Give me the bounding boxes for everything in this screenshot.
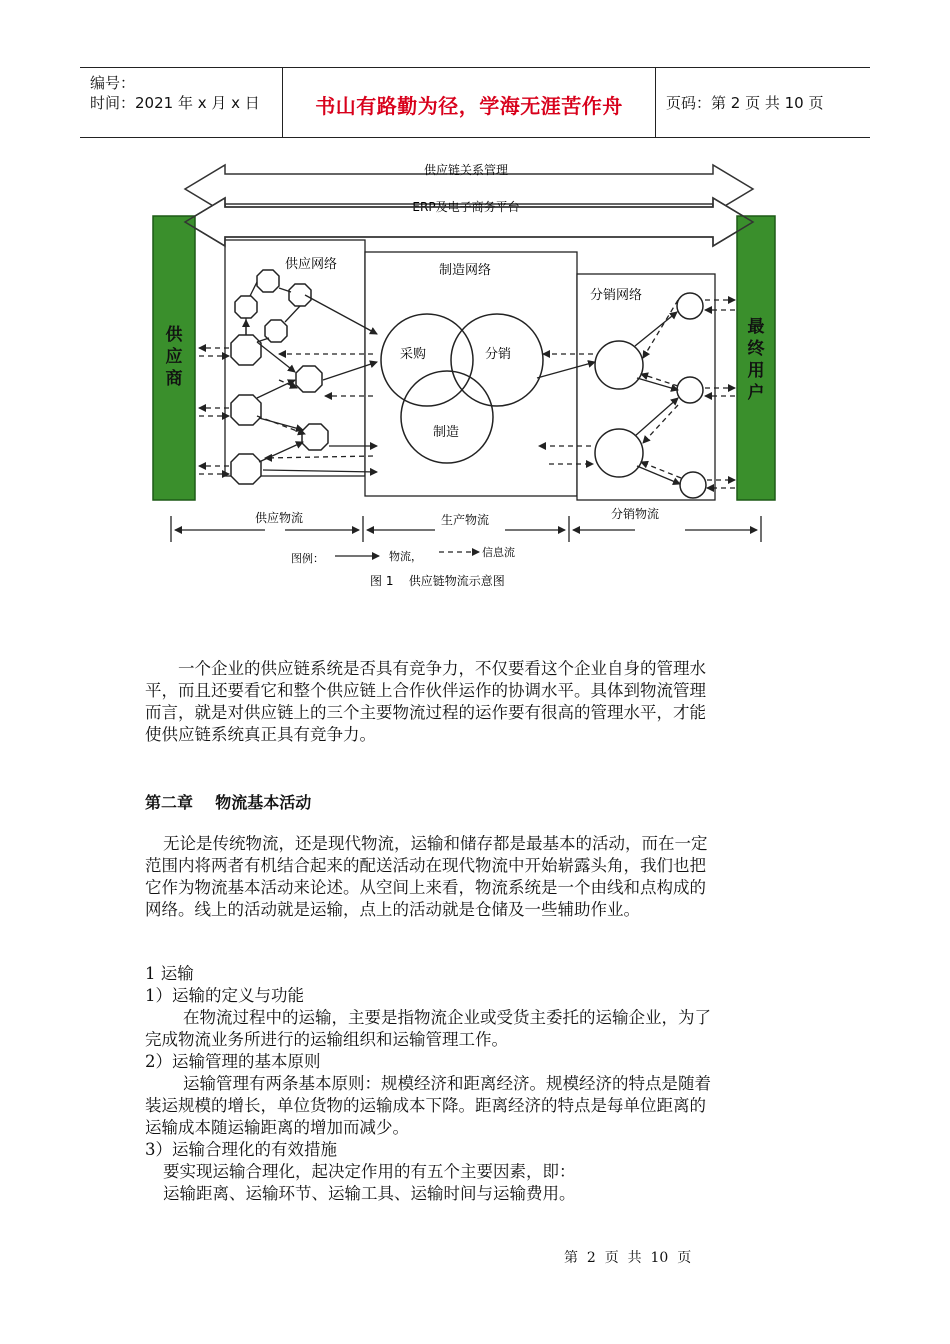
- paragraph-2: [145, 833, 708, 921]
- paragraph-line: 运输成本随运输距离的增加而减少。: [145, 1118, 409, 1137]
- supply-network-label: 供应网络: [285, 257, 338, 272]
- supplier-node: [231, 335, 261, 365]
- paragraph-line: 在物流过程中的运输，主要是指物流企业或受货主委托的运输企业，为了: [183, 1008, 711, 1027]
- supplier-node: [231, 395, 261, 425]
- header-motto-cell: [283, 68, 656, 137]
- figure-caption: 图 1 供应链物流示意图: [370, 574, 505, 588]
- procurement-label: 采购: [400, 347, 427, 362]
- supplier-node: [296, 366, 322, 392]
- supplier-node: [257, 270, 279, 292]
- end-user-bar-label: 最终用户: [747, 317, 765, 403]
- document-number-label: 编号：: [90, 74, 136, 92]
- relationship-arrow-label: 供应链关系管理: [423, 163, 509, 177]
- paragraph-line: 无论是传统物流，还是现代物流，运输和储存都是最基本的活动，而在一定: [163, 834, 708, 853]
- header-info-cell: [80, 68, 283, 137]
- distribution-node: [595, 429, 643, 477]
- supplier-node: [235, 296, 257, 318]
- end-node: [677, 377, 703, 403]
- distribution-network-label: 分销网络: [590, 288, 643, 303]
- distribution-circle-label: 分销: [485, 347, 512, 362]
- motto-text: 书山有路勤为径，学海无涯苦作舟: [315, 94, 623, 118]
- paragraph-line: 平，而且还要看它和整个供应链上合作伙伴运作的协调水平。具体到物流管理: [145, 681, 706, 700]
- paragraph-line: 使供应链系统真正具有竞争力。: [145, 725, 376, 744]
- manufacturing-circle-label: 制造: [433, 425, 460, 440]
- supply-chain-diagram: [145, 150, 785, 600]
- subsection-title: 2）运输管理的基本原则: [145, 1052, 321, 1071]
- legend-info-label: 信息流: [482, 546, 515, 559]
- supply-logistics-label: 供应物流: [255, 511, 304, 525]
- subsection-title: 3）运输合理化的有效措施: [145, 1140, 337, 1159]
- paragraph-line: 完成物流业务所进行的运输组织和运输管理工作。: [145, 1030, 508, 1049]
- chapter-title: 第二章 物流基本活动: [145, 793, 312, 812]
- distribution-logistics-label: 分销物流: [611, 507, 660, 521]
- production-logistics-label: 生产物流: [441, 513, 490, 527]
- page-number-label: 页码：第 2 页 共 10 页: [666, 94, 824, 112]
- document-time-label: 时间：2021 年 x 月 x 日: [90, 94, 260, 112]
- paragraph-line: 而言，就是对供应链上的三个主要物流过程的运作要有很高的管理水平，才能: [145, 703, 706, 722]
- paragraph-line: 范围内将两者有机结合起来的配送活动在现代物流中开始崭露头角，我们也把: [145, 856, 706, 875]
- legend-material-label: 物流，: [389, 550, 422, 563]
- paragraph-line: 运输管理有两条基本原则：规模经济和距离经济。规模经济的特点是随着: [183, 1074, 711, 1093]
- paragraph-line: 一个企业的供应链系统是否具有竞争力，不仅要看这个企业自身的管理水: [178, 659, 706, 678]
- manufacturing-network-label: 制造网络: [439, 263, 492, 278]
- paragraph-line: 装运规模的增长，单位货物的运输成本下降。距离经济的特点是每单位距离的: [145, 1096, 706, 1115]
- supplier-bar-label: 供应商: [165, 325, 183, 389]
- supplier-node: [289, 284, 311, 306]
- paragraph-line: 运输距离、运输环节、运输工具、运输时间与运输费用。: [163, 1184, 576, 1203]
- subsection-title: 1）运输的定义与功能: [145, 986, 304, 1005]
- paragraph-1: [145, 658, 706, 746]
- header-table: [80, 67, 870, 138]
- header-page-cell: [656, 68, 870, 137]
- paragraph-line: 它作为物流基本活动来论述。从空间上来看，物流系统是一个由线和点构成的: [145, 878, 706, 897]
- section-transport: [145, 963, 711, 1205]
- supplier-node: [302, 424, 328, 450]
- paragraph-line: 网络。线上的活动就是运输，点上的活动就是仓储及一些辅助作业。: [145, 900, 640, 919]
- section-title: 1 运输: [145, 964, 194, 983]
- page-footer: 第 2 页 共 10 页: [564, 1250, 692, 1266]
- erp-arrow-label: ERP及电子商务平台: [412, 200, 520, 214]
- legend-prefix: 图例：: [291, 552, 324, 565]
- paragraph-line: 要实现运输合理化，起决定作用的有五个主要因素，即：: [163, 1162, 576, 1181]
- end-node: [677, 293, 703, 319]
- end-node: [680, 472, 706, 498]
- distribution-node: [595, 341, 643, 389]
- supplier-node: [231, 454, 261, 484]
